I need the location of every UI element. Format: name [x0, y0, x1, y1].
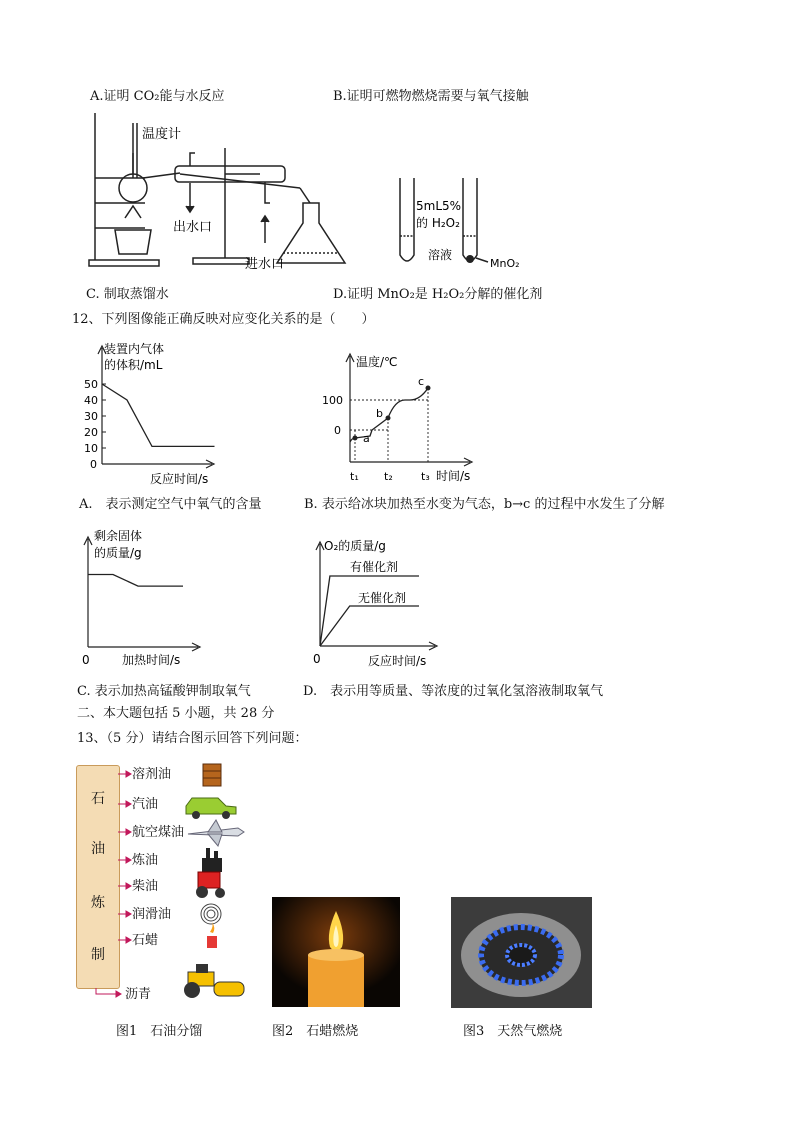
product-gasoline: 汽油 [132, 797, 159, 812]
product-paraffin: 石蜡 [132, 933, 159, 948]
water-outlet-label: 出水口 [173, 220, 213, 235]
product-refinery-oil: 炼油 [132, 853, 159, 868]
tube-label-line2: 的 H₂O₂ [416, 216, 460, 230]
caption-c: C. 表示加热高锰酸钾制取氧气 [77, 684, 251, 699]
section-2-heading: 二、本大题包括 5 小题，共 28 分 [77, 706, 275, 721]
natural-gas-burning-photo [451, 897, 592, 1008]
chart-b-point-c [426, 386, 431, 391]
chart-a [82, 338, 232, 488]
chart-a-ytick-label: 20 [84, 426, 98, 439]
chart-a-xlabel: 反应时间/s [150, 472, 209, 486]
q12-stem: 12、下列图像能正确反映对应变化关系的是（ ） [72, 312, 375, 327]
chart-d-legend-catalyst: 有催化剂 [350, 560, 399, 574]
chart-d-origin: 0 [313, 652, 321, 666]
test-tubes-figure [390, 170, 540, 275]
chart-a-ytick-label: 40 [84, 394, 98, 407]
car-icon [186, 798, 236, 819]
road-roller-icon [184, 964, 244, 998]
chart-b-label-b: b [376, 407, 383, 420]
chart-b-ytick-0: 0 [334, 424, 341, 437]
tube-label-line1: 5mL5% [416, 199, 462, 213]
product-jet-fuel: 航空煤油 [132, 825, 185, 840]
chart-a-ylabel-1: 装置内气体 [104, 342, 165, 356]
refining-char-1: 石 [91, 791, 105, 807]
water-inlet-label: 进水口 [245, 257, 285, 272]
chart-c-series-line [88, 575, 183, 587]
oil-barrels-icon [203, 764, 221, 786]
chart-a-ytick-label: 50 [84, 378, 98, 391]
chart-c-xlabel: 加热时间/s [122, 653, 181, 667]
product-lubricating-oil: 润滑油 [132, 907, 172, 922]
caption-d: D. 表示用等质量、等浓度的过氧化氢溶液制取氧气 [303, 684, 604, 699]
product-diesel: 柴油 [132, 879, 159, 894]
factory-icon [202, 848, 222, 872]
caption-a: A. 表示测定空气中氧气的含量 [79, 497, 262, 512]
q13-stem: 13、（5 分）请结合图示回答下列问题： [77, 731, 308, 746]
chart-d-series-no-catalyst [320, 606, 419, 646]
chart-b-ytick-100: 100 [322, 394, 343, 407]
option-a-text: A.证明 CO₂能与水反应 [90, 89, 225, 104]
chart-b-label-c: c [418, 375, 425, 388]
refining-products-diagram [88, 762, 258, 1007]
refining-char-2: 油 [91, 841, 105, 857]
chart-b-point-b [386, 416, 391, 421]
chart-d-ylabel: O₂的质量/g [324, 539, 386, 553]
option-b-text: B.证明可燃物燃烧需要与氧气接触 [333, 89, 529, 104]
refining-char-4: 制 [91, 947, 105, 963]
figure1-caption: 图1 石油分馏 [116, 1024, 203, 1039]
chart-b-series-line [350, 388, 428, 442]
chart-d-series-catalyst [320, 576, 419, 646]
figure3-caption: 图3 天然气燃烧 [463, 1024, 563, 1039]
chart-a-ytick-label: 0 [90, 458, 97, 471]
chart-c-ylabel-2: 的质量/g [94, 546, 142, 560]
chart-b-xtick-t2: t₂ [384, 470, 393, 483]
candle-icon [207, 922, 217, 948]
chart-b-ylabel: 温度/℃ [356, 355, 398, 369]
product-solvent-oil: 溶剂油 [132, 767, 172, 782]
chart-b-point-a [353, 436, 358, 441]
chart-b-label-a: a [363, 432, 370, 445]
refining-char-3: 炼 [91, 895, 105, 911]
chart-a-series-line [102, 384, 215, 446]
chart-a-ytick-label: 10 [84, 442, 98, 455]
chart-c [78, 527, 228, 672]
chart-b-xtick-t1: t₁ [350, 470, 359, 483]
chart-a-ylabel-2: 的体积/mL [104, 358, 163, 372]
chart-c-ylabel-1: 剩余固体 [94, 529, 143, 543]
distillation-apparatus-figure [85, 108, 360, 278]
chart-b-xlabel: 时间/s [436, 469, 471, 483]
lubricant-coil-icon [201, 904, 221, 924]
product-asphalt: 沥青 [125, 987, 152, 1002]
chart-b [320, 350, 490, 490]
chart-d [310, 534, 460, 672]
chart-c-origin: 0 [82, 653, 90, 667]
chart-a-ytick-label: 30 [84, 410, 98, 423]
option-d-text: D.证明 MnO₂是 H₂O₂分解的催化剂 [333, 287, 543, 302]
chart-d-legend-no-catalyst: 无催化剂 [358, 591, 407, 605]
caption-b: B. 表示给冰块加热至水变为气态，b→c 的过程中水发生了分解 [304, 497, 665, 512]
chart-b-xtick-t3: t₃ [421, 470, 430, 483]
tube-label-line3: 溶液 [428, 248, 453, 262]
catalyst-label: MnO₂ [490, 257, 520, 270]
thermometer-label: 温度计 [142, 127, 182, 142]
figure2-caption: 图2 石蜡燃烧 [272, 1024, 359, 1039]
tractor-icon [196, 872, 225, 898]
candle-burning-photo [272, 897, 400, 1007]
airplane-icon [188, 820, 244, 846]
chart-d-xlabel: 反应时间/s [368, 654, 427, 668]
option-c-text: C. 制取蒸馏水 [86, 287, 169, 302]
